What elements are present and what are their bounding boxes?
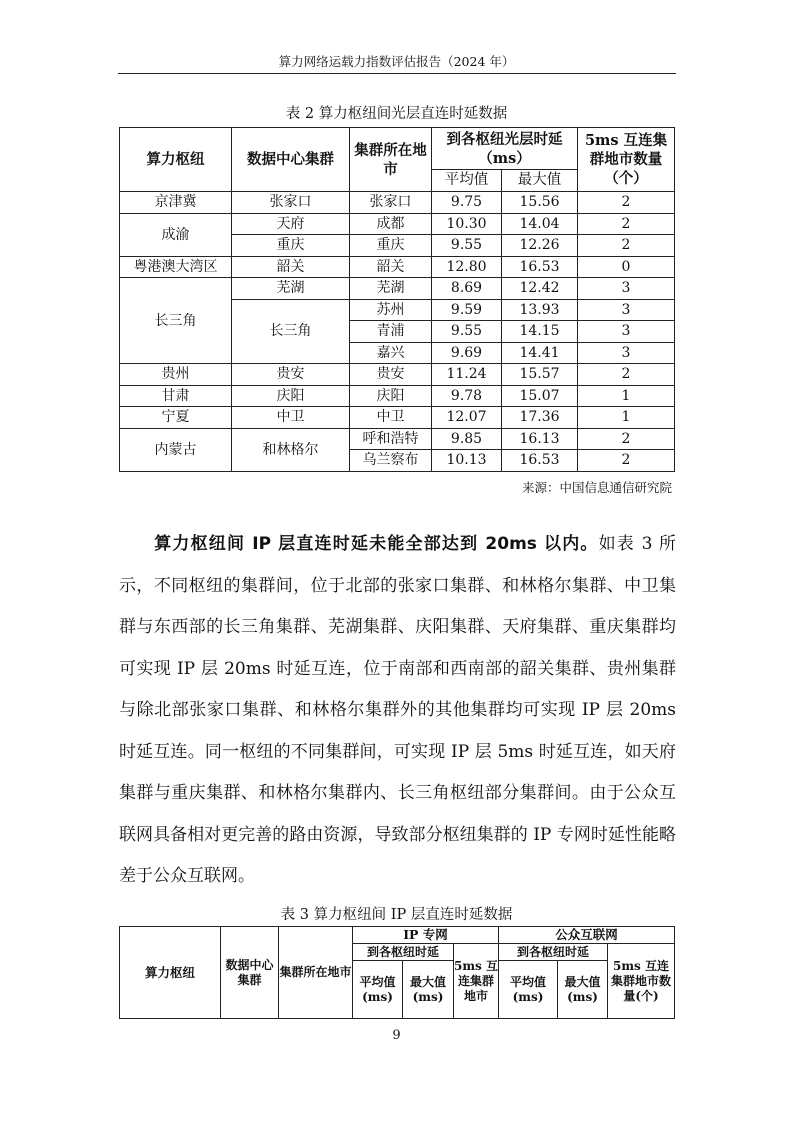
- cell-cluster: 张家口: [232, 192, 350, 214]
- table-row: [120, 385, 675, 407]
- cell-count: 2: [578, 235, 675, 257]
- cell-cluster: 芜湖: [232, 278, 350, 300]
- cell-cluster: 长三角: [232, 299, 350, 364]
- t2-header-max: 最大值: [502, 170, 578, 192]
- cell-avg: 12.80: [432, 256, 502, 278]
- cell-cluster: 中卫: [232, 407, 350, 429]
- t2-header-latency-group: 到各枢纽光层时延（ms）: [432, 128, 578, 170]
- cell-max: 15.56: [502, 192, 578, 214]
- paragraph-body-text: 如表 3 所示，不同枢纽的集群间，位于北部的张家口集群、和林格尔集群、中卫集群与东西部的长三角集群、芜湖集群、庆阳集群、天府集群、重庆集群均可实现 IP 层 20ms 时延互连，位于南部和西南部的韶关集群、贵州集群与除北部张家口集群、和林格尔集群外的其他集群均可实现 IP 层 20ms 时延互连。同一枢纽的不同集群间，可实现 IP 层 5ms 时延互连，如天府集群与重庆集群、和林格尔集群内、长三角枢纽部分集群间。由于公众互联网具备相对更完善的路由资源，导致部分枢纽集群的 IP 专网时延性能略差于公众互联网。: [119, 534, 677, 886]
- cell-hub: 长三角: [120, 278, 232, 364]
- cell-count: 3: [578, 278, 675, 300]
- cell-count: 2: [578, 192, 675, 214]
- t3-header-pub-latency-group: 到各枢纽时延: [499, 944, 608, 961]
- paragraph-lead-sentence: 算力枢纽间 IP 层直连时延未能全部达到 20ms 以内。: [153, 534, 599, 554]
- table-row: [120, 213, 675, 235]
- cell-city: 青浦: [350, 321, 432, 343]
- cell-cluster: 天府: [232, 213, 350, 235]
- cell-max: 16.53: [502, 256, 578, 278]
- report-header-title: 算力网络运载力指数评估报告（2024 年）: [278, 54, 515, 69]
- cell-max: 15.07: [502, 385, 578, 407]
- cell-count: 1: [578, 385, 675, 407]
- page-number: 9: [392, 1028, 401, 1043]
- t3-header-hub: 算力枢纽: [120, 927, 221, 1019]
- cell-avg: 8.69: [432, 278, 502, 300]
- table3-caption: 表 3 算力枢纽间 IP 层直连时延数据: [280, 907, 513, 923]
- t2-header-5ms-count: 5ms 互连集群地市数量（个）: [578, 128, 675, 192]
- t3-header-ip-max: 最大值(ms): [403, 961, 454, 1019]
- table-row: [120, 278, 675, 300]
- cell-hub: 甘肃: [120, 385, 232, 407]
- cell-avg: 9.85: [432, 428, 502, 450]
- cell-avg: 10.13: [432, 450, 502, 472]
- t3-header-city: 集群所在地市: [279, 927, 353, 1019]
- cell-avg: 11.24: [432, 364, 502, 386]
- cell-max: 14.41: [502, 342, 578, 364]
- cell-city: 重庆: [350, 235, 432, 257]
- cell-city: 呼和浩特: [350, 428, 432, 450]
- cell-avg: 9.59: [432, 299, 502, 321]
- cell-city: 成都: [350, 213, 432, 235]
- cell-city: 张家口: [350, 192, 432, 214]
- t3-header-pub-avg: 平均值(ms): [499, 961, 558, 1019]
- cell-max: 12.26: [502, 235, 578, 257]
- cell-max: 14.04: [502, 213, 578, 235]
- cell-count: 2: [578, 428, 675, 450]
- cell-hub: 内蒙古: [120, 428, 232, 471]
- t3-header-pub-5ms-count: 5ms 互连集群地市数量(个): [608, 944, 675, 1019]
- cell-max: 14.15: [502, 321, 578, 343]
- cell-avg: 9.75: [432, 192, 502, 214]
- cell-count: 3: [578, 342, 675, 364]
- cell-city: 庆阳: [350, 385, 432, 407]
- cell-city: 贵安: [350, 364, 432, 386]
- cell-city: 乌兰察布: [350, 450, 432, 472]
- cell-hub: 成渝: [120, 213, 232, 256]
- cell-max: 15.57: [502, 364, 578, 386]
- body-paragraph: [119, 524, 676, 898]
- t2-header-avg: 平均值: [432, 170, 502, 192]
- cell-city: 苏州: [350, 299, 432, 321]
- t3-header-ip-latency-group: 到各枢纽时延: [353, 944, 454, 961]
- t3-header-ip-private: IP 专网: [353, 927, 499, 944]
- cell-cluster: 和林格尔: [232, 428, 350, 471]
- table-row: [120, 192, 675, 214]
- cell-cluster: 庆阳: [232, 385, 350, 407]
- cell-max: 12.42: [502, 278, 578, 300]
- table2-source-note: 来源：中国信息通信研究院: [521, 480, 672, 495]
- cell-count: 0: [578, 256, 675, 278]
- table2-optical-latency: [119, 127, 675, 472]
- cell-avg: 9.55: [432, 235, 502, 257]
- table-row: [120, 428, 675, 450]
- t3-header-ip-avg: 平均值(ms): [353, 961, 403, 1019]
- cell-avg: 9.78: [432, 385, 502, 407]
- cell-max: 16.13: [502, 428, 578, 450]
- cell-avg: 9.55: [432, 321, 502, 343]
- cell-city: 嘉兴: [350, 342, 432, 364]
- cell-count: 3: [578, 321, 675, 343]
- header-divider: [118, 73, 676, 74]
- cell-city: 韶关: [350, 256, 432, 278]
- cell-avg: 9.69: [432, 342, 502, 364]
- cell-hub: 宁夏: [120, 407, 232, 429]
- cell-max: 17.36: [502, 407, 578, 429]
- cell-max: 16.53: [502, 450, 578, 472]
- cell-count: 2: [578, 450, 675, 472]
- cell-count: 2: [578, 213, 675, 235]
- cell-cluster: 韶关: [232, 256, 350, 278]
- table2-caption: 表 2 算力枢纽间光层直连时延数据: [285, 106, 508, 122]
- cell-max: 13.93: [502, 299, 578, 321]
- cell-avg: 12.07: [432, 407, 502, 429]
- table3-ip-latency: [119, 926, 675, 1019]
- cell-count: 3: [578, 299, 675, 321]
- table-row: [120, 364, 675, 386]
- cell-count: 2: [578, 364, 675, 386]
- cell-avg: 10.30: [432, 213, 502, 235]
- cell-hub: 贵州: [120, 364, 232, 386]
- cell-hub: 京津冀: [120, 192, 232, 214]
- table-row: [120, 407, 675, 429]
- cell-cluster: 重庆: [232, 235, 350, 257]
- cell-cluster: 贵安: [232, 364, 350, 386]
- t3-header-pub-max: 最大值(ms): [558, 961, 608, 1019]
- t3-header-dc-cluster: 数据中心集群: [221, 927, 279, 1019]
- t2-header-dc-cluster: 数据中心集群: [232, 128, 350, 192]
- table-row: [120, 256, 675, 278]
- t2-header-city: 集群所在地市: [350, 128, 432, 192]
- cell-count: 1: [578, 407, 675, 429]
- t3-header-public-internet: 公众互联网: [499, 927, 675, 944]
- t2-header-hub: 算力枢纽: [120, 128, 232, 192]
- t3-header-ip-5ms: 5ms 互连集群地市: [454, 944, 499, 1019]
- cell-city: 芜湖: [350, 278, 432, 300]
- cell-hub: 粤港澳大湾区: [120, 256, 232, 278]
- cell-city: 中卫: [350, 407, 432, 429]
